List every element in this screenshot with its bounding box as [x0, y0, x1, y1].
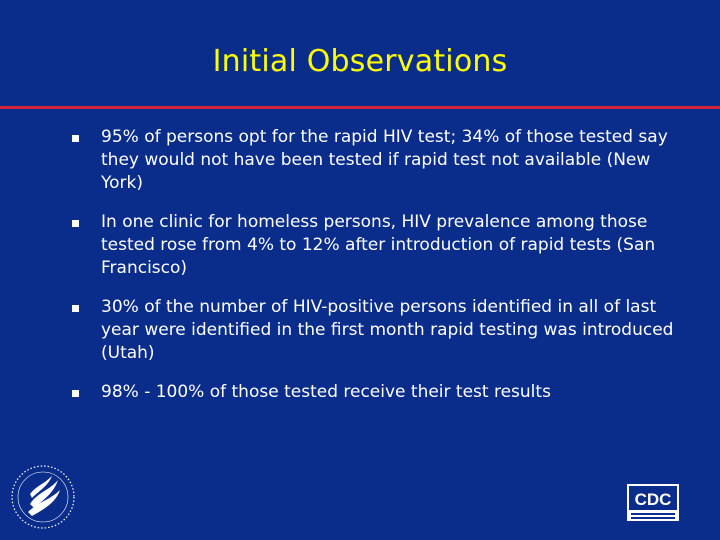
bullet-text: 98% - 100% of those tested receive their test results [101, 382, 551, 402]
bullet-text: In one clinic for homeless persons, HIV prevalence among those tested rose from 4% to 12% after introduction of rapid tests (San Francisco) [101, 212, 656, 278]
square-bullet-icon [72, 220, 79, 227]
square-bullet-icon [72, 390, 79, 397]
square-bullet-icon [72, 305, 79, 312]
bullet-text: 95% of persons opt for the rapid HIV test; 34% of those tested say they would not have been tested if rapid test not available (New York) [101, 127, 668, 193]
bullet-list [86, 126, 676, 420]
bullet-item [86, 296, 676, 365]
bullet-text: 30% of the number of HIV-positive persons identified in all of last year were identified in the first month rapid testing was introduced (Utah) [101, 297, 674, 363]
square-bullet-icon [72, 135, 79, 142]
cdc-logo-text: CDC [634, 490, 672, 509]
bullet-item [86, 126, 676, 195]
title-divider [0, 106, 720, 109]
slide-title: Initial Observations [212, 44, 508, 79]
bullet-item [86, 211, 676, 280]
hhs-seal-icon [8, 462, 78, 532]
bullet-item [86, 381, 676, 404]
cdc-logo [627, 484, 679, 524]
